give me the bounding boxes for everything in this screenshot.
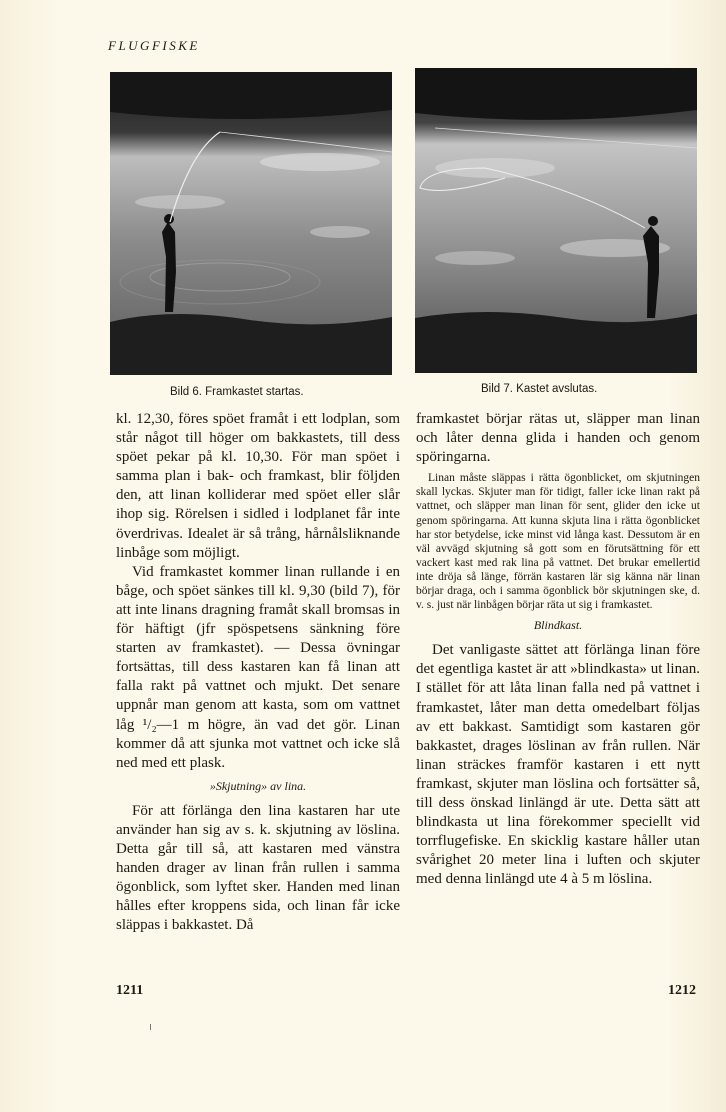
page-number-left: 1211 [116,983,144,998]
photo-bild-7 [415,68,697,373]
section-subheading: »Skjutning» av lina. [209,778,307,793]
margin-mark [150,1024,151,1030]
running-head: FLUGFISKE [108,38,200,53]
paragraph: Vid framkastet kommer linan rullande i en båge, och spöet sänkes till kl. 9,30 (bild 7), för att inte linans dragning framåt skall bromsas in för häftigt (jfr spöspetsens sänkning före starten av framkastet). — Dessa övningar fortsättas, till dess kastaren kan få linan att falla rakt på vattnet och mjukt. Det senare uppnår man genom att kasta, som om vattnet låg ¹/₂—1 m högre, än vad det gör. Linan kommer då att sjunka mot vattnet och icke slå ned med ett plask. [116,563,400,771]
page-number-right: 1212 [668,983,696,998]
paragraph: Det vanligaste sättet att förlänga linan före det egentliga kastet är att »blindkasta» ut linan. I stället för att låta linan falla ned på vattnet i framkastet, låter man detta omedelbart följas av ett bakkast. Samtidigt som kastaren gör bakkastet, drages löslinan av från rullen. När linan sträckes framför kastaren i ett nytt framkast, skjuter man löslina och fortsätter så, till dess önskad linlängd är ute. Detta sätt att blindkasta ut lina förekommer speciellt vid torrflugefiske. En skicklig kastare håller utan svårighet 20 meter lina i luften och skjuter med denna linlängd ute 4 à 5 m löslina. [416,642,700,888]
photo-bild-6 [110,72,392,375]
section-subheading: Blindkast. [533,618,583,633]
left-column [116,410,400,935]
paragraph: framkastet börjar rätas ut, släpper man linan och låter denna glida i handen och genom spöringarna. [416,411,700,466]
figure-caption: Bild 6. Framkastet startas. [170,386,304,398]
paragraph: För att förlänga den lina kastaren har ute använder han sig av s. k. skjutning av löslina. Detta går till så, att kastaren med vänstra handen drager av linan från rullen i samma ögonblick, som lyftet sker. Handen med linan hålles efter kroppens sida, och linan får icke släppas i bakkastet. Då [116,802,400,934]
figure-caption: Bild 7. Kastet avslutas. [481,383,598,395]
small-print-paragraph: Linan måste släppas i rätta ögonblicket, om skjutningen skall lyckas. Skjuter man för tidigt, faller icke linan rakt på vattnet, och släpper man linan för sent, glider den icke ut genom spöringarna. Att kunna skjuta lina i rätta ögonblicket har stor betydelse, icke minst vid långa kast. Dessutom är en väl avvägd skjutning så gott som en förutsättning för ett vackert kast med rak lina på vattnet. Det brukar emellertid inte dröja så länge, förrän kastaren lär sig känna när linan börjar draga, och i samma ögonblick bör skjutningen ske, d. v. s. just när linbågen börjar räta ut sig i framkastet. [416,472,700,612]
right-column [416,410,700,889]
paragraph: kl. 12,30, föres spöet framåt i ett lodplan, som står något till höger om bakkastets, till dess spöet pekar på kl. 10,30. För man spöet i samma plan i bak- och framkast, blir följden den, att linan kolliderar med spöet eller slår ihop sig. Rörelsen i sidled i lodplanet får inte överdrivas. Idealet är så trång, hårnålsliknande linbåge som möjligt. [116,411,400,561]
